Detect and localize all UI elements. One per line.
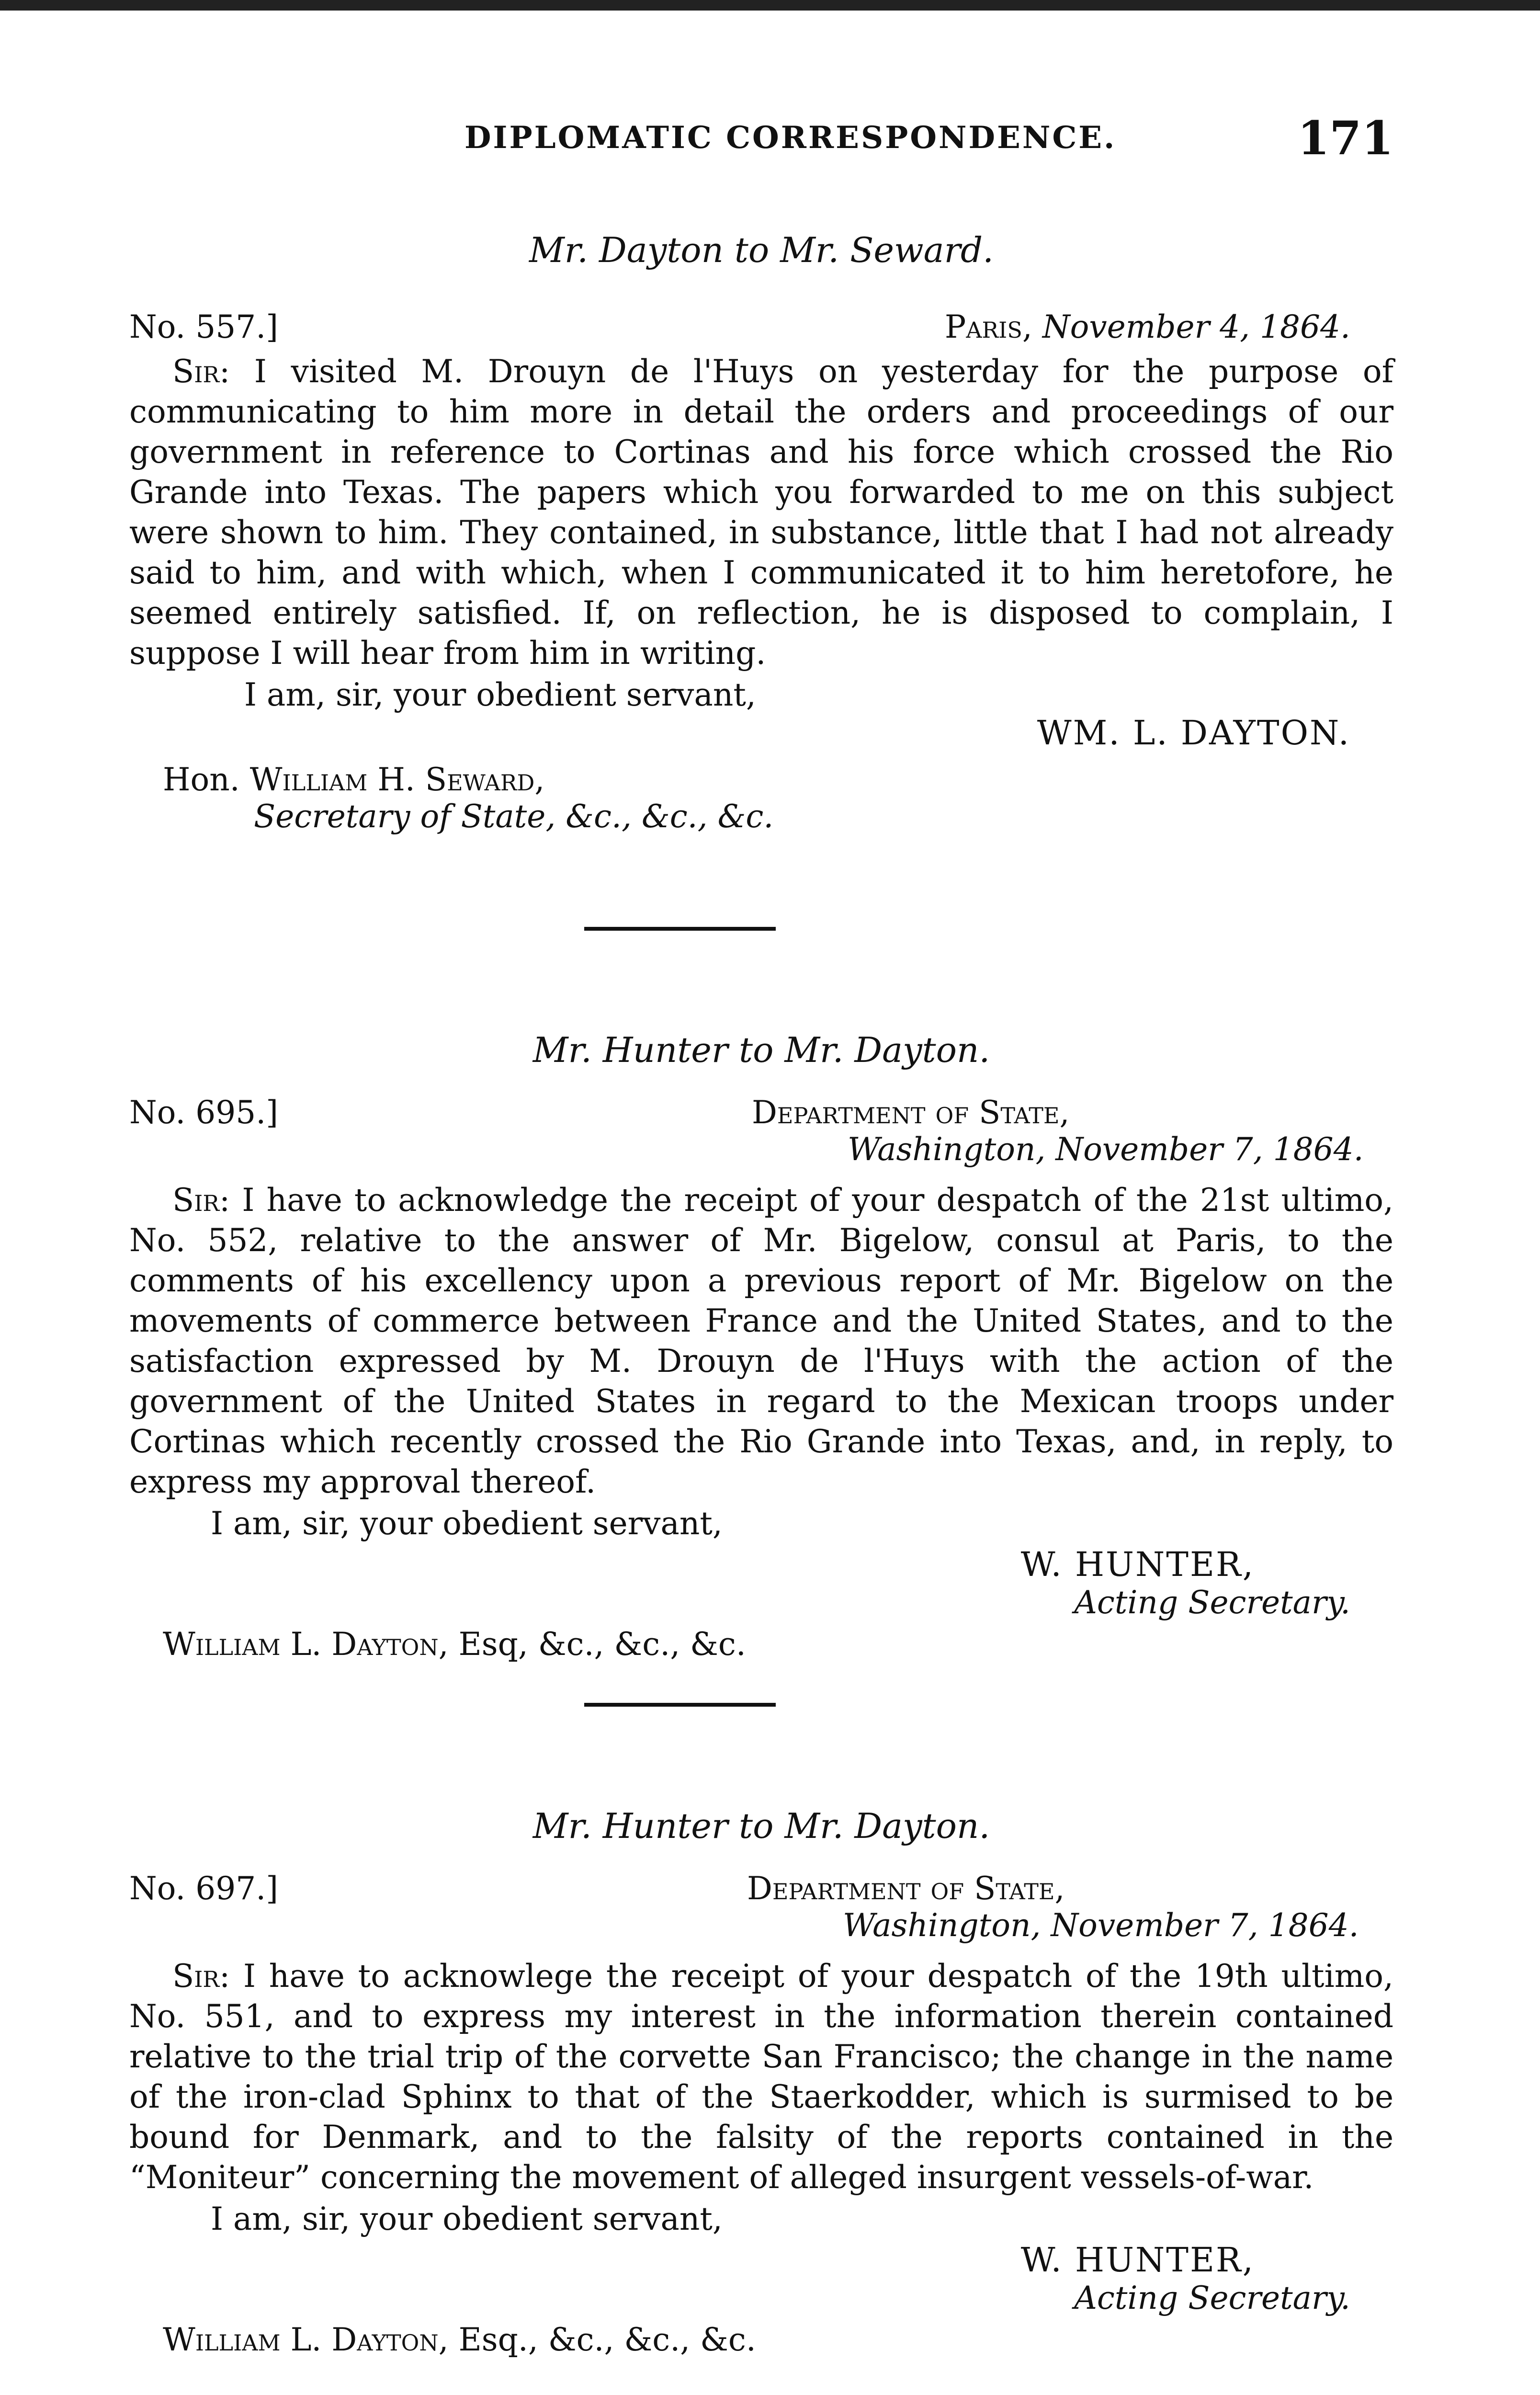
addressee-name: William L. Dayton, (163, 2321, 449, 2358)
letter-date: Washington, November 7, 1864. (848, 1131, 1364, 1168)
letter-number: No. 695.] (129, 1094, 278, 1131)
letter-dateline (945, 308, 1350, 345)
letter-body-text: I have to acknowlege the receipt of your despatch of the 19th ultimo, No. 551, and to express my interest in the information therein contained relative to the trial trip of the corvette San Francisco; the change in the name of the iron-clad Sphinx to that of the Staerkodder, which is surmised to be bound for Denmark, and to the falsity of the reports contained in the “Moniteur” concerning the movement of alleged insurgent vessels-of-war. (129, 1958, 1393, 2196)
letter-number-row (129, 1870, 1393, 1956)
letter-place: Paris, (944, 308, 1032, 345)
letter-date: November 4, 1864. (1042, 308, 1350, 345)
letter-dateline (747, 1870, 1359, 1944)
letter-body (129, 1956, 1393, 2198)
section-divider (584, 927, 776, 931)
letter-heading: Mr. Hunter to Mr. Dayton. (532, 1030, 990, 1070)
letter-heading: Mr. Dayton to Mr. Seward. (529, 230, 994, 270)
letter-dateline (752, 1094, 1364, 1168)
letter-number-row (129, 308, 1393, 352)
letter-addressee (129, 761, 1393, 798)
letter-number: No. 697.] (129, 1870, 278, 1907)
scan-top-border (0, 0, 1540, 11)
letter-557 (129, 230, 1393, 835)
letter-number: No. 557.] (129, 308, 278, 345)
addressee-name: William H. Seward, (249, 761, 545, 798)
letter-695 (129, 1030, 1393, 1663)
running-title: DIPLOMATIC CORRESPONDENCE. (464, 120, 1117, 156)
letter-closing: I am, sir, your obedient servant, (244, 676, 756, 713)
section-divider (584, 1703, 776, 1707)
letter-department: Department of State, (747, 1870, 1065, 1907)
letter-signature-title: Acting Secretary. (1074, 1584, 1350, 1621)
letter-signature-title: Acting Secretary. (1074, 2280, 1350, 2316)
addressee-rest: Esq, &c., &c., &c. (448, 1626, 746, 1663)
letter-salutation: Sir: (172, 353, 230, 390)
addressee-prefix: Hon. (163, 761, 240, 798)
letter-heading: Mr. Hunter to Mr. Dayton. (532, 1806, 990, 1846)
page-number: 171 (1297, 111, 1393, 165)
letter-body (129, 352, 1393, 673)
letter-signature: WM. L. DAYTON. (1037, 713, 1350, 753)
letter-closing: I am, sir, your obedient servant, (211, 2201, 723, 2237)
letter-signature: W. HUNTER, (1020, 1545, 1255, 1584)
letter-salutation: Sir: (172, 1182, 230, 1219)
letter-addressee (129, 2321, 1393, 2358)
letter-department: Department of State, (752, 1094, 1070, 1131)
running-head (129, 111, 1393, 172)
letter-closing: I am, sir, your obedient servant, (211, 1505, 723, 1542)
letter-salutation: Sir: (172, 1958, 230, 1995)
letter-date: Washington, November 7, 1864. (843, 1907, 1359, 1944)
letter-signature: W. HUNTER, (1020, 2240, 1255, 2280)
letter-addressee (129, 1626, 1393, 1663)
letter-body (129, 1180, 1393, 1502)
letter-body-text: I have to acknowledge the receipt of your despatch of the 21st ultimo, No. 552, relative to the answer of Mr. Bigelow, consul at Paris, to the comments of his excellency upon a previous report of Mr. Bigelow on the movements of commerce between France and the United States, and to the satisfaction expressed by M. Drouyn de l'Huys with the action of the government of the United States in regard to the Mexican troops under Cortinas which recently crossed the Rio Grande into Texas, and, in reply, to express my approval thereof. (129, 1182, 1393, 1500)
letter-697 (129, 1806, 1393, 2358)
addressee-name: William L. Dayton, (163, 1626, 449, 1663)
addressee-rest: Esq., &c., &c., &c. (448, 2321, 756, 2358)
letter-number-row (129, 1094, 1393, 1180)
addressee-title: Secretary of State, &c., &c., &c. (254, 798, 774, 835)
letter-body-text: I visited M. Drouyn de l'Huys on yesterday for the purpose of communicating to him more in detail the orders and proceedings of our government in reference to Cortinas and his force which crossed the Rio Grande into Texas. The papers which you forwarded to me on this subject were shown to him. They contained, in substance, little that I had not already said to him, and with which, when I communicated it to him heretofore, he seemed entirely satisfied. If, on reflection, he is disposed to complain, I suppose I will hear from him in writing. (129, 353, 1393, 672)
